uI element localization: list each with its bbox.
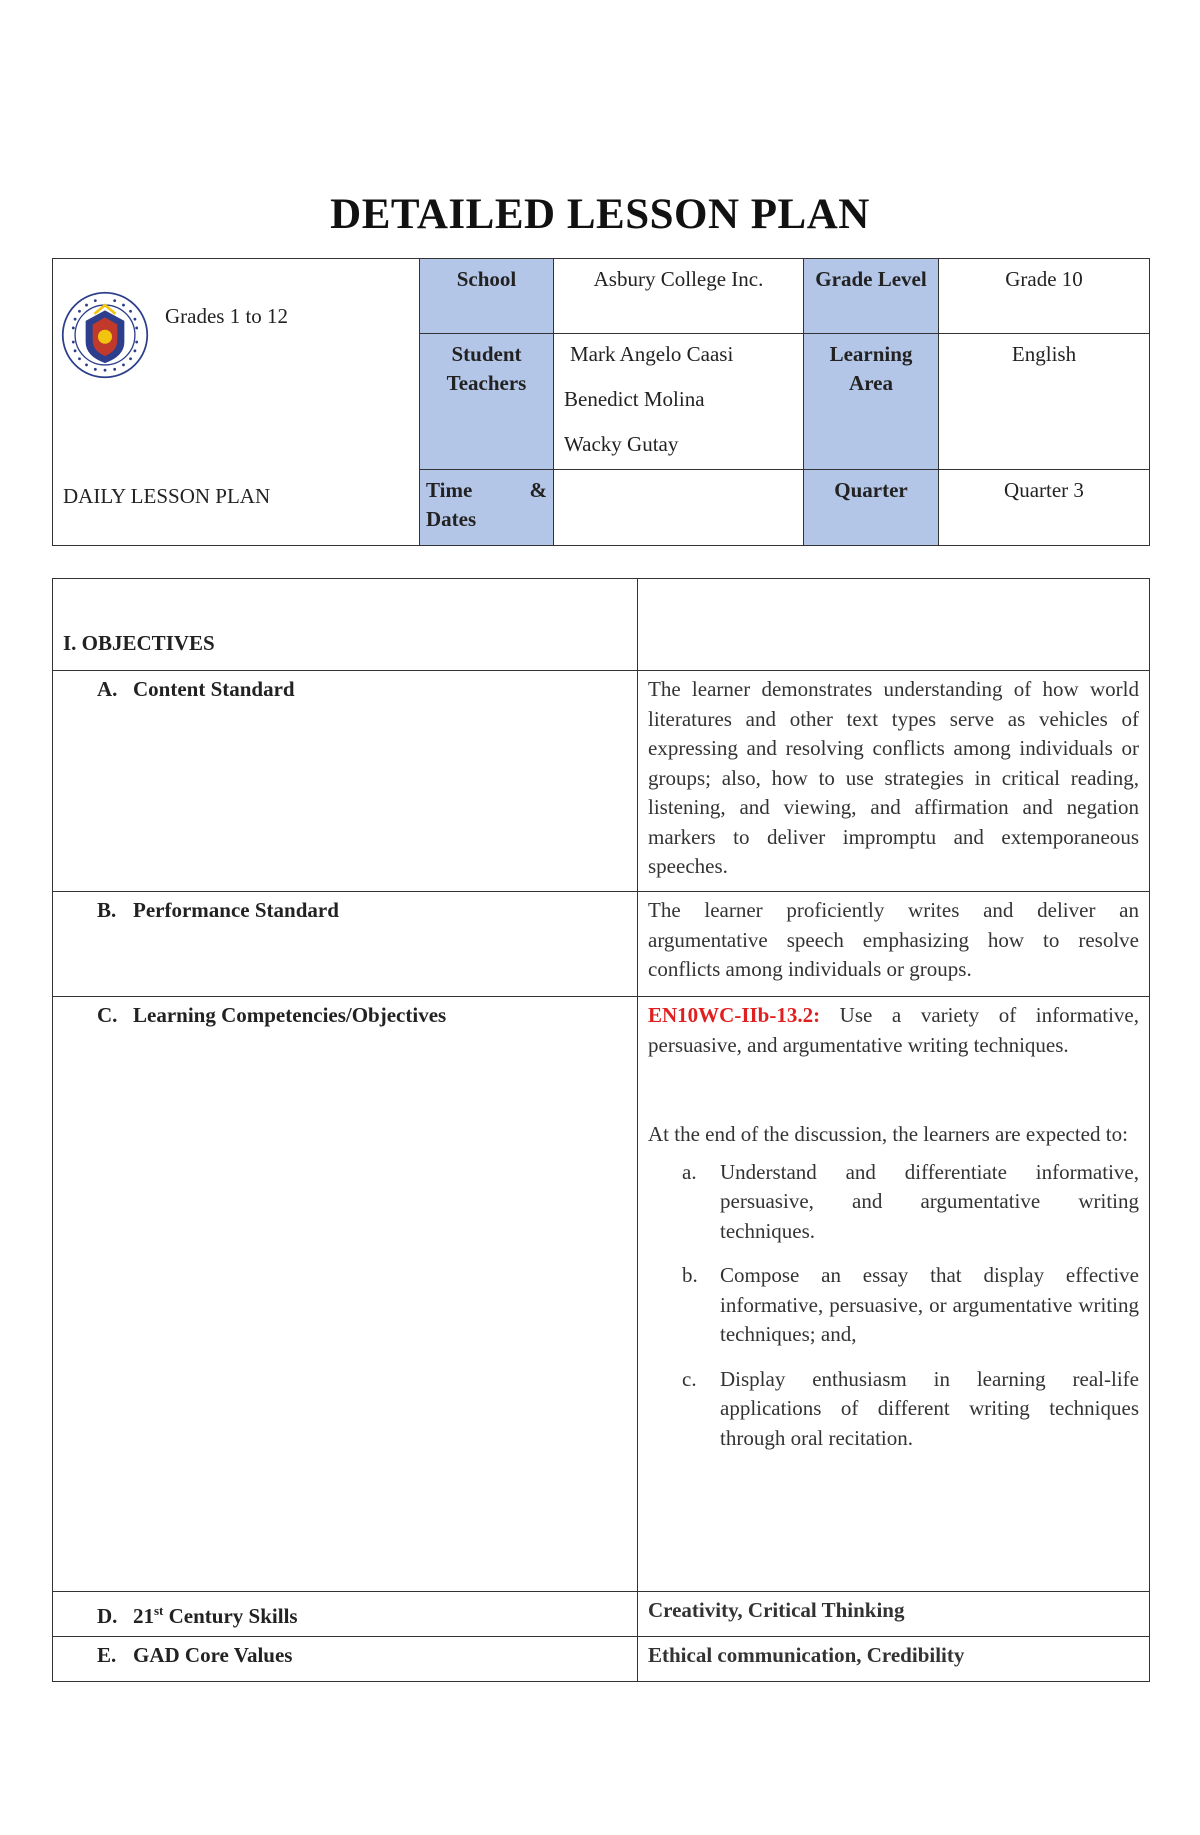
competency-text: Use a variety of informative, persuasive, and argumentative writing techniques. — [648, 1003, 1139, 1057]
item-letter: D. — [97, 1604, 118, 1628]
student-teacher-name: Wacky Gutay — [564, 432, 679, 456]
list-item — [648, 1365, 1139, 1454]
time-label: Time — [426, 478, 473, 502]
objective-list — [648, 1158, 1139, 1454]
item-letter: A. — [97, 677, 118, 701]
learning-area-label: Learning Area — [804, 334, 939, 470]
item-label: Performance Standard — [133, 898, 339, 922]
item-label-sup: st — [154, 1603, 164, 1618]
content-standard-text: The learner demonstrates understanding of how world literatures and other text types serve as vehicles of expressing and resolving conflicts among individuals or groups; also, how to use strategies in critical reading, listening, and viewing, and affirmation and negation markers to deliver impromptu and extemporaneous speeches. — [638, 671, 1150, 892]
competencies-intro: At the end of the discussion, the learners are expected to: — [648, 1122, 1128, 1146]
grade-level-value: Grade 10 — [939, 259, 1150, 334]
item-label: Content Standard — [133, 677, 295, 701]
school-label: School — [420, 259, 554, 334]
item-label: Century Skills — [163, 1604, 298, 1628]
item-letter: B. — [97, 898, 117, 922]
list-marker: b. — [682, 1263, 698, 1287]
student-teacher-name: Benedict Molina — [564, 387, 705, 411]
student-teacher-name: Mark Angelo Caasi — [570, 342, 734, 366]
item-label-number: 21 — [133, 1604, 154, 1628]
student-teachers-label: Student Teachers — [420, 334, 554, 470]
time-dates-value — [554, 470, 804, 546]
list-item — [648, 1158, 1139, 1247]
page-title: DETAILED LESSON PLAN — [330, 191, 870, 238]
grade-level-label: Grade Level — [804, 259, 939, 334]
content-standard-label — [53, 671, 638, 892]
competency-code: EN10WC-IIb-13.2: — [648, 1003, 821, 1027]
gad-core-values-text: Ethical communication, Credibility — [638, 1637, 1150, 1682]
deped-seal-icon — [61, 291, 149, 379]
school-value: Asbury College Inc. — [554, 259, 804, 334]
learning-competencies-label — [53, 997, 638, 1592]
list-marker: c. — [682, 1366, 697, 1391]
performance-standard-text: The learner proficiently writes and deliver an argumentative speech emphasizing how to resolve conflicts among individuals or groups. — [638, 892, 1150, 997]
quarter-value: Quarter 3 — [939, 470, 1150, 546]
century-skills-text: Creativity, Critical Thinking — [638, 1592, 1150, 1637]
learning-competencies-text — [638, 997, 1150, 1592]
objectives-heading-blank — [638, 579, 1150, 671]
item-label: Learning Competencies/Objectives — [133, 1003, 447, 1027]
item-letter: E. — [97, 1643, 117, 1667]
daily-lesson-plan-label: DAILY LESSON PLAN — [63, 484, 271, 508]
quarter-label: Quarter — [804, 470, 939, 546]
logo-cell — [53, 259, 420, 546]
dates-label: Dates — [426, 507, 477, 531]
item-letter: C. — [97, 1003, 118, 1027]
learning-area-value: English — [939, 334, 1150, 470]
performance-standard-label — [53, 892, 638, 997]
list-text: Compose an essay that display effective informative, persuasive, or argumentative writing techniques; and, — [720, 1263, 1139, 1346]
list-text: Understand and differentiate informative, persuasive, and argumentative writing techniques. — [720, 1159, 1139, 1243]
time-dates-label — [420, 470, 554, 546]
item-label: GAD Core Values — [133, 1643, 293, 1667]
list-text: Display enthusiasm in learning real-life applications of different writing techniques through oral recitation. — [720, 1366, 1139, 1450]
list-item — [648, 1261, 1139, 1350]
objectives-heading: I. OBJECTIVES — [53, 579, 638, 671]
century-skills-label — [53, 1592, 638, 1637]
student-teachers-value — [554, 334, 804, 470]
ampersand: & — [529, 478, 547, 502]
header-table — [52, 258, 1150, 546]
gad-core-values-label — [53, 1637, 638, 1682]
list-marker: a. — [682, 1159, 697, 1184]
grades-label: Grades 1 to 12 — [165, 304, 289, 328]
objectives-table — [52, 578, 1150, 1682]
